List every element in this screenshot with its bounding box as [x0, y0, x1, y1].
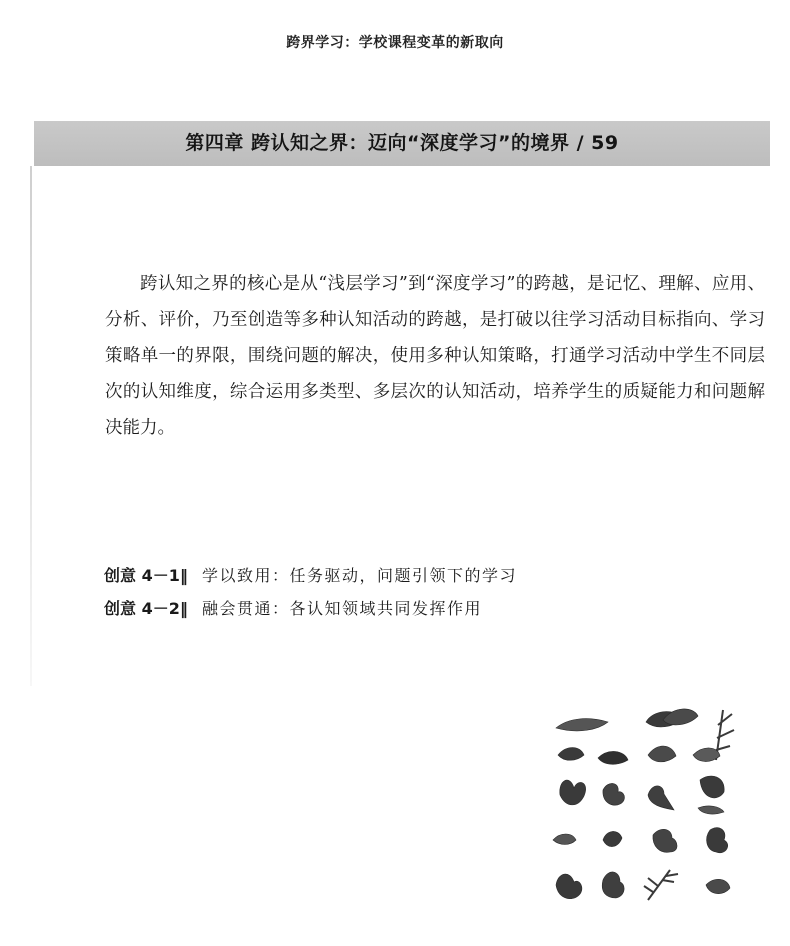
idea-label: 创意 4－2‖ [104, 599, 188, 618]
chapter-heading-bar [34, 121, 770, 166]
running-header: 跨界学习：学校课程变革的新取向 [286, 35, 504, 51]
idea-label: 创意 4－1‖ [104, 566, 188, 585]
idea-item [104, 591, 704, 624]
idea-item [104, 558, 704, 591]
margin-rule [30, 166, 32, 686]
leaf-cluster-icon [548, 700, 748, 920]
idea-text: 学以致用：任务驱动，问题引领下的学习 [202, 566, 518, 585]
chapter-title: 第四章 跨认知之界：迈向“深度学习”的境界 / 59 [185, 132, 619, 154]
idea-list [104, 558, 704, 624]
idea-text: 融会贯通：各认知领域共同发挥作用 [202, 599, 483, 618]
body-paragraph: 跨认知之界的核心是从“浅层学习”到“深度学习”的跨越，是记忆、理解、应用、分析、评价，乃至创造等多种认知活动的跨越，是打破以往学习活动目标指向、学习策略单一的界限，围绕问题的解决，使用多种认知策略，打通学习活动中学生不同层次的认知维度，综合运用多类型、多层次的认知活动，培养学生的质疑能力和问题解决能力。 [105, 274, 765, 438]
